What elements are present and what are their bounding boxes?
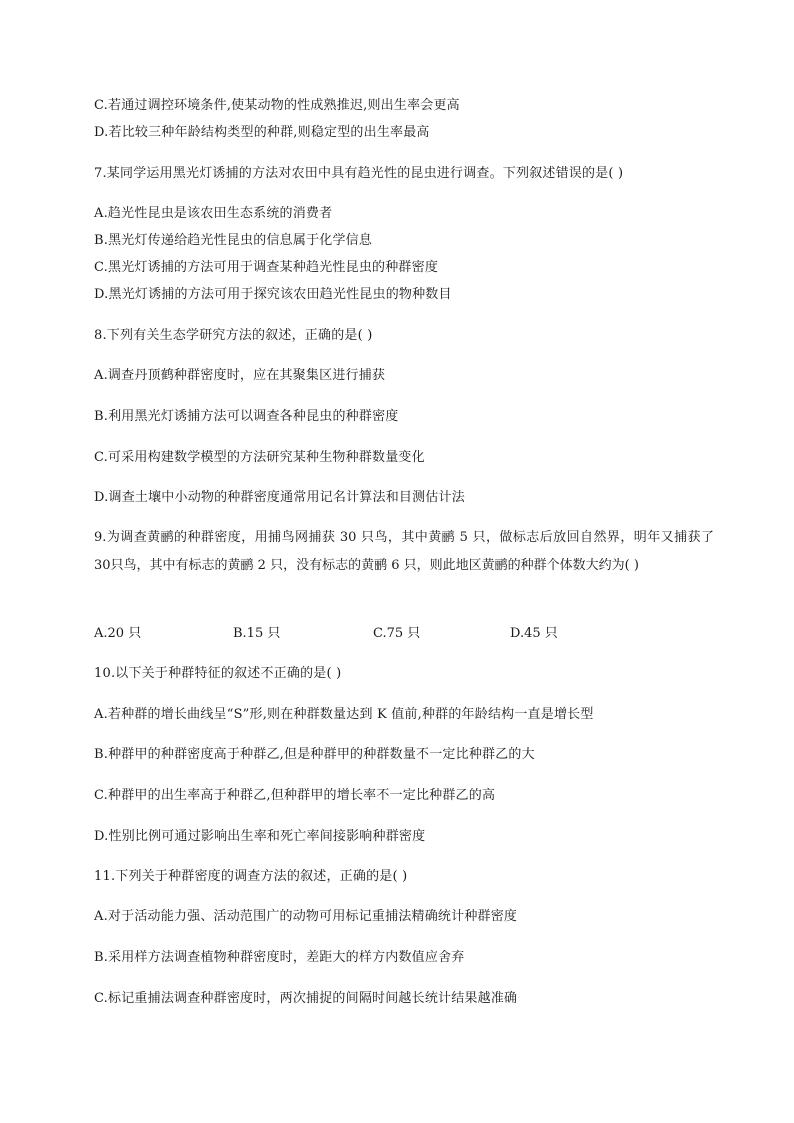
- q10-option-d: D.性别比例可通过影响出生率和死亡率间接影响种群密度: [94, 829, 426, 844]
- q8-option-d: D.调查土壤中小动物的种群密度通常用记名计算法和目测估计法: [94, 490, 465, 505]
- q8-option-a: A.调查丹顶鹤种群密度时，应在其聚集区进行捕获: [94, 368, 386, 383]
- q8-option-c: C.可采用构建数学模型的方法研究某种生物种群数量变化: [94, 450, 425, 465]
- q9-option-c: C.75 只: [373, 626, 421, 641]
- q9-option-d: D.45 只: [510, 626, 558, 641]
- q11-option-c: C.标记重捕法调查种群密度时，两次捕捉的间隔时间越长统计结果越准确: [94, 991, 518, 1006]
- q6-option-c: C.若通过调控环境条件,使某动物的性成熟推迟,则出生率会更高: [94, 98, 460, 113]
- q8-stem: 8.下列有关生态学研究方法的叙述，正确的是( ): [94, 328, 373, 343]
- q10-option-b: B.种群甲的种群密度高于种群乙,但是种群甲的种群数量不一定比种群乙的大: [94, 747, 535, 762]
- q10-stem: 10.以下关于种群特征的叙述不正确的是( ): [94, 666, 342, 681]
- q9-option-a: A.20 只: [94, 626, 142, 641]
- q7-stem: 7.某同学运用黑光灯诱捕的方法对农田中具有趋光性的昆虫进行调查。下列叙述错误的是( ): [94, 166, 624, 181]
- q10-option-c: C.种群甲的出生率高于种群乙,但种群甲的增长率不一定比种群乙的高: [94, 788, 496, 803]
- q7-option-c: C.黑光灯诱捕的方法可用于调查某种趋光性昆虫的种群密度: [94, 260, 439, 275]
- q8-option-b: B.利用黑光灯诱捕方法可以调查各种昆虫的种群密度: [94, 409, 399, 424]
- q6-option-d: D.若比较三种年龄结构类型的种群,则稳定型的出生率最高: [94, 125, 430, 140]
- q7-option-b: B.黑光灯传递给趋光性昆虫的信息属于化学信息: [94, 233, 373, 248]
- q9-option-b: B.15 只: [233, 626, 281, 641]
- q11-option-a: A.对于活动能力强、活动范围广的动物可用标记重捕法精确统计种群密度: [94, 909, 518, 924]
- q7-option-d: D.黑光灯诱捕的方法可用于探究该农田趋光性昆虫的物种数目: [94, 287, 452, 302]
- q11-option-b: B.采用样方法调查植物种群密度时，差距大的样方内数值应舍弃: [94, 950, 465, 965]
- q11-stem: 11.下列关于种群密度的调查方法的叙述，正确的是( ): [94, 869, 408, 884]
- q7-option-a: A.趋光性昆虫是该农田生态系统的消费者: [94, 206, 333, 221]
- q9-stem: 9.为调查黄鹂的种群密度，用捕鸟网捕获 30 只鸟，其中黄鹂 5 只，做标志后放回自然界，明年又捕获了 30只鸟，其中有标志的黄鹂 2 只，没有标志的黄鹂 6 只，则此地区黄鹂的种群个体数大约为( ): [94, 530, 714, 573]
- q10-option-a: A.若种群的增长曲线呈“S”形,则在种群数量达到 K 值前,种群的年龄结构一直是增长型: [94, 707, 594, 722]
